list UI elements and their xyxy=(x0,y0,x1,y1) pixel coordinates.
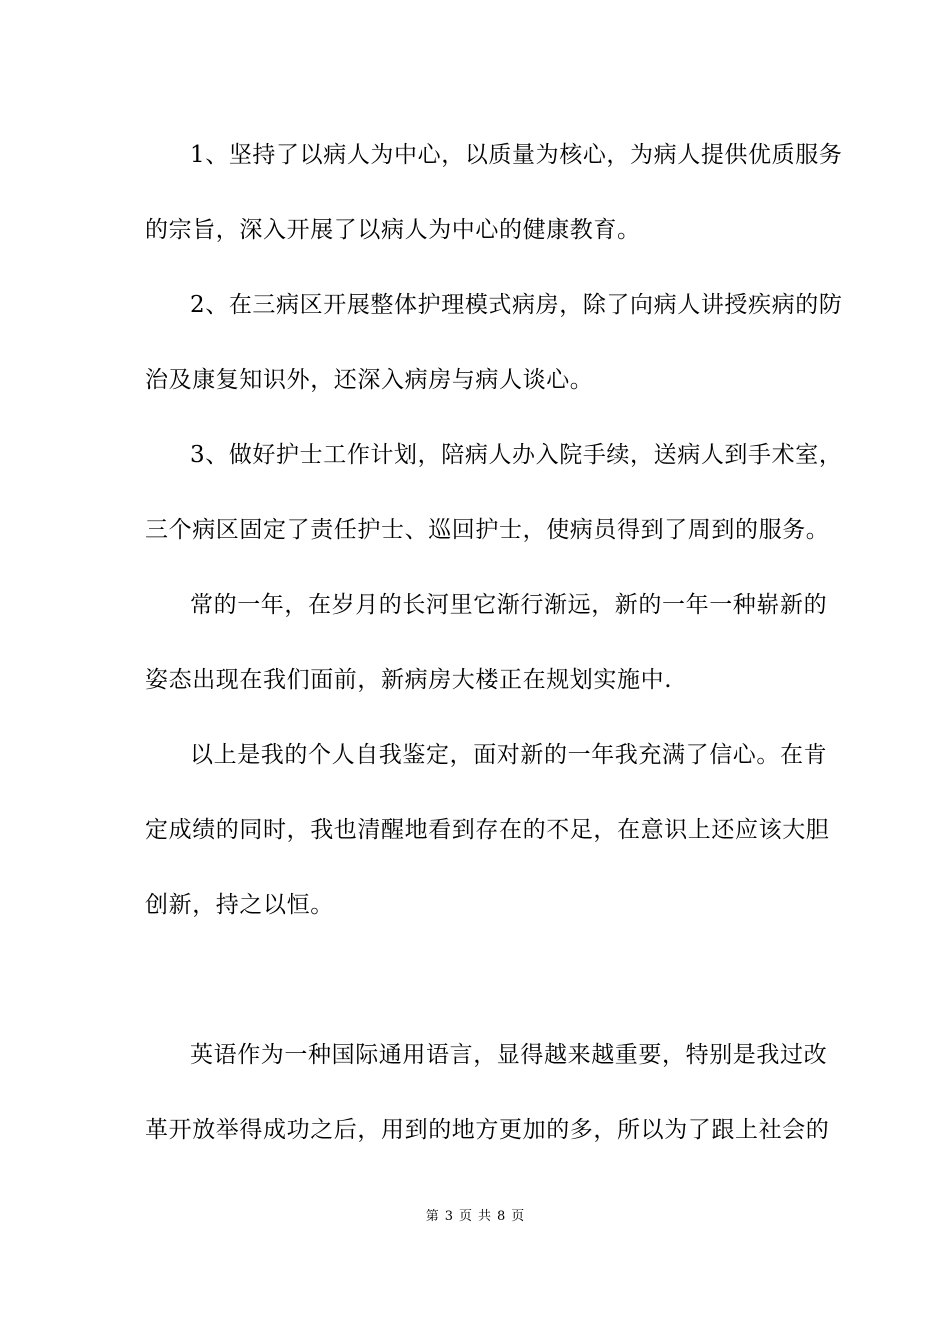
footer-total-pages: 8 xyxy=(497,1209,506,1224)
paragraph-6-line-2: 革开放举得成功之后，用到的地方更加的多，所以为了跟上社会的 xyxy=(145,1117,830,1143)
page-footer xyxy=(0,1208,950,1226)
paragraph-3-line-1: 3、做好护士工作计划，陪病人办入院手续，送病人到手术室， xyxy=(190,442,843,468)
paragraph-5-line-3: 创新，持之以恒。 xyxy=(145,892,334,918)
footer-ye-2: 页 xyxy=(511,1209,525,1224)
footer-gong: 共 xyxy=(478,1209,492,1224)
paragraph-5-line-2: 定成绩的同时，我也清醒地看到存在的不足，在意识上还应该大胆 xyxy=(145,817,830,843)
paragraph-5-line-1: 以上是我的个人自我鉴定，面对新的一年我充满了信心。在肯 xyxy=(190,742,828,768)
paragraph-4-line-1: 常的一年，在岁月的长河里它渐行渐远，新的一年一种崭新的 xyxy=(190,592,828,618)
paragraph-1-line-1: 1、坚持了以病人为中心，以质量为核心，为病人提供优质服务 xyxy=(190,142,843,168)
footer-di: 第 xyxy=(425,1209,439,1224)
paragraph-2-line-2: 治及康复知识外，还深入病房与病人谈心。 xyxy=(145,367,594,393)
paragraph-2-line-1: 2、在三病区开展整体护理模式病房，除了向病人讲授疾病的防 xyxy=(190,292,843,318)
paragraph-3-line-2: 三个病区固定了责任护士、巡回护士，使病员得到了周到的服务。 xyxy=(145,517,830,543)
paragraph-6-line-1: 英语作为一种国际通用语言，显得越来越重要，特别是我过改 xyxy=(190,1042,828,1068)
paragraph-1-line-2: 的宗旨，深入开展了以病人为中心的健康教育。 xyxy=(145,217,641,243)
paragraph-4-line-2: 姿态出现在我们面前，新病房大楼正在规划实施中. xyxy=(145,667,673,693)
footer-ye: 页 xyxy=(458,1209,472,1224)
footer-current-page: 3 xyxy=(444,1209,453,1224)
